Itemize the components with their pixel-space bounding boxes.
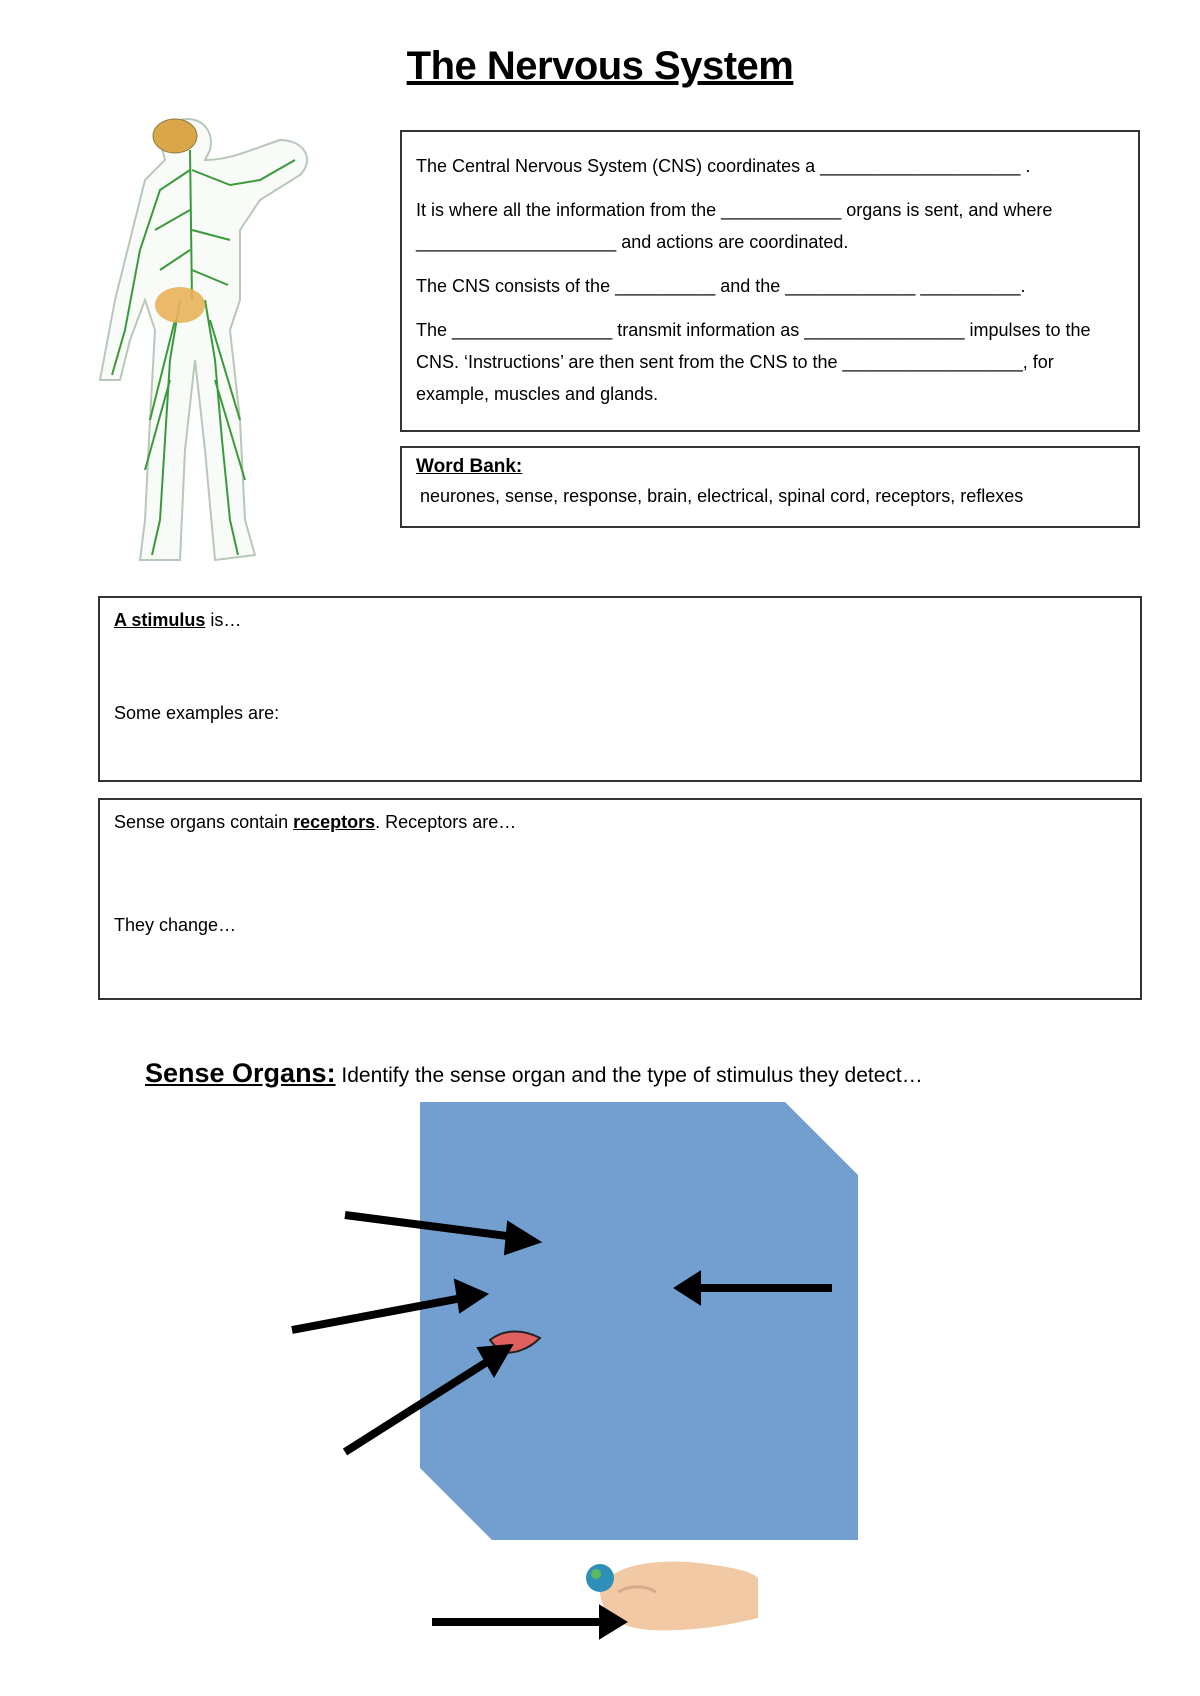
hand-icon [586, 1562, 758, 1631]
pointer-arrows [292, 1215, 832, 1638]
sense-organs-title: Sense Organs: [145, 1058, 336, 1088]
cns-sentence-3 [416, 270, 1124, 302]
sense-organs-instruction: Identify the sense organ and the type of stimulus they detect… [335, 1064, 923, 1087]
blank-field[interactable]: ________________ [804, 320, 965, 340]
receptors-text: . Receptors are… [375, 812, 517, 832]
nerve-network [112, 150, 295, 555]
receptors-term: receptors [293, 812, 376, 832]
arrow-to-eye [345, 1215, 540, 1254]
stimulus-term: A stimulus [114, 610, 206, 630]
word-bank-words: neurones, sense, response, brain, electrical, spinal cord, receptors, reflexes [420, 486, 1024, 506]
cns-sentence-2 [416, 194, 1124, 258]
receptors-prompt [114, 812, 1126, 833]
cns-text: The Central Nervous System (CNS) coordinates a [416, 156, 821, 176]
blank-field[interactable]: ________________ [452, 320, 613, 340]
blank-field[interactable]: ____________________ [416, 232, 617, 252]
pelvic-nerves [155, 287, 205, 323]
stimulus-prompt [114, 610, 1126, 631]
body-outline [100, 119, 307, 560]
arrow-to-mouth [345, 1345, 512, 1452]
cns-text: It is where all the information from the [416, 200, 722, 220]
sense-organs-heading [145, 1058, 923, 1089]
cns-fill-in-box [400, 130, 1140, 432]
cns-text: organs is sent, and where [841, 200, 1053, 220]
cns-text: . [1020, 156, 1031, 176]
cns-sentence-4 [416, 314, 1124, 410]
face-image-panel [420, 1102, 858, 1540]
stimulus-box[interactable] [98, 596, 1142, 782]
word-bank-title: Word Bank: [416, 456, 523, 477]
blank-field[interactable]: ____________ [721, 200, 842, 220]
cns-sentence-1 [416, 150, 1124, 182]
word-bank-box [400, 446, 1140, 528]
cns-text: impulses to the CNS. ‘Instructions’ are then sent from the CNS to the [416, 320, 1091, 372]
cns-text: transmit information as [612, 320, 805, 340]
blank-field[interactable]: __________________ [842, 352, 1023, 372]
arrow-to-skin [432, 1606, 626, 1638]
blank-field[interactable]: __________ [615, 276, 716, 296]
cns-text: . [1020, 276, 1026, 296]
blank-field[interactable]: ____________________ [820, 156, 1021, 176]
change-prompt: They change… [114, 915, 237, 935]
examples-prompt: Some examples are: [114, 703, 280, 723]
arrow-to-nose [292, 1280, 487, 1330]
receptors-box[interactable] [98, 798, 1142, 1000]
cns-text: and the [715, 276, 786, 296]
brain-shape [153, 119, 197, 153]
arrow-to-ear [675, 1272, 832, 1304]
cns-text: The CNS consists of the [416, 276, 616, 296]
blank-field[interactable]: _____________ __________ [785, 276, 1021, 296]
cns-text: The [416, 320, 453, 340]
receptors-text: Sense organs contain [114, 812, 294, 832]
stimulus-text: is… [205, 610, 242, 630]
page-title: The Nervous System [406, 44, 794, 88]
cns-text: and actions are coordinated. [616, 232, 849, 252]
ear-icon [490, 1332, 540, 1353]
cns-text: , for example, muscles and glands. [416, 352, 1054, 404]
